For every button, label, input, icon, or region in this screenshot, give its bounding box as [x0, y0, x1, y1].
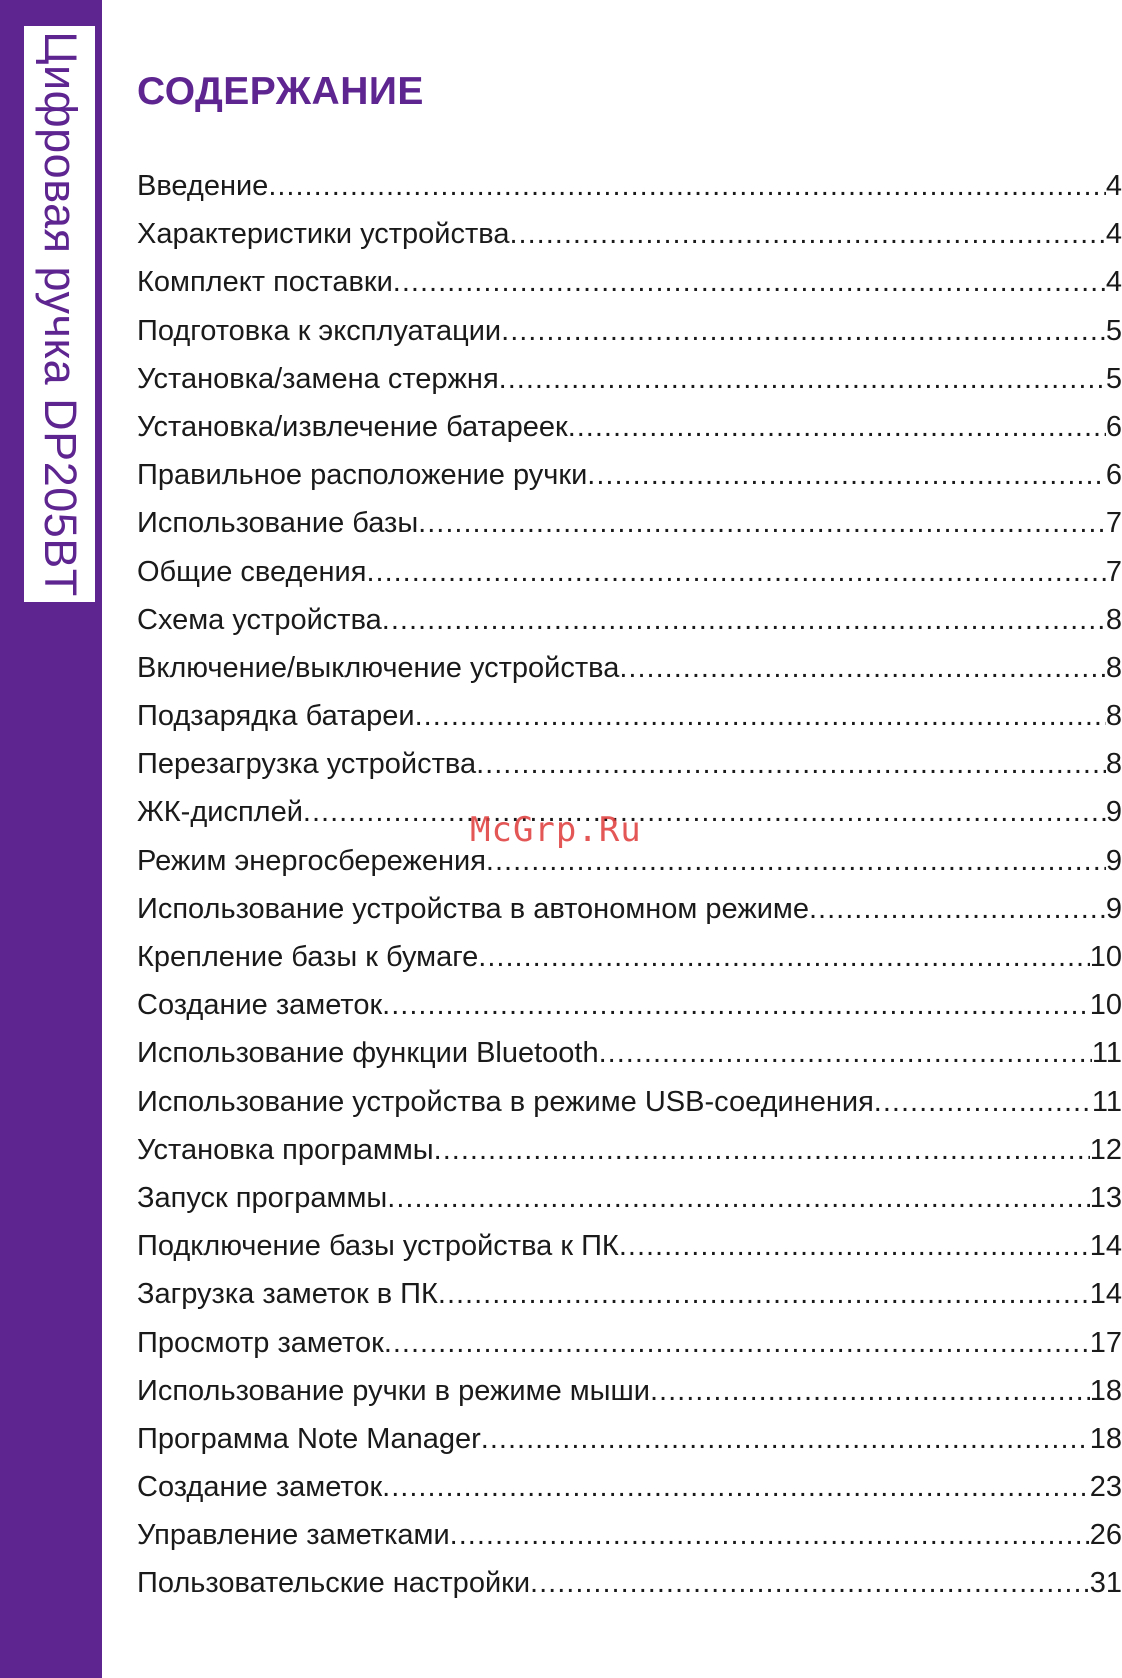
toc-entry-page-number: 14: [1089, 1278, 1122, 1311]
toc-entry-label: Общие сведения: [137, 555, 367, 588]
toc-dot-leader: [809, 885, 1106, 933]
toc-dot-leader: [438, 1270, 1090, 1318]
toc-entry-page-number: 9: [1105, 892, 1122, 925]
toc-entry-page-number: 11: [1091, 1037, 1122, 1070]
toc-entry-label: Включение/выключение устройства: [137, 651, 620, 684]
toc-entry[interactable]: [137, 355, 1122, 403]
toc-dot-leader: [268, 162, 1106, 210]
toc-entry[interactable]: [137, 692, 1122, 740]
toc-entry-label: Установка/извлечение батареек: [137, 410, 568, 443]
toc-entry-label: Использование функции Bluetooth: [137, 1037, 599, 1070]
toc-entry[interactable]: [137, 981, 1122, 1029]
toc-entry-label: Крепление базы к бумаге: [137, 941, 479, 973]
toc-dot-leader: [509, 210, 1105, 258]
toc-entry[interactable]: [137, 1367, 1122, 1415]
toc-entry-page-number: 10: [1089, 941, 1122, 973]
toc-entry-label: Перезагрузка устройства: [137, 748, 477, 781]
toc-entry-label: Создание заметок: [137, 989, 383, 1022]
toc-entry-label: ЖК-дисплей: [137, 796, 303, 829]
toc-entry[interactable]: [137, 1029, 1122, 1077]
toc-dot-leader: [382, 981, 1090, 1029]
toc-dot-leader: [387, 1174, 1089, 1222]
toc-entry[interactable]: [137, 210, 1122, 258]
toc-entry-page-number: 10: [1089, 989, 1122, 1022]
toc-entry-page-number: 23: [1089, 1471, 1122, 1504]
toc-dot-leader: [874, 1078, 1092, 1126]
toc-entry-label: Использование ручки в режиме мыши: [137, 1374, 650, 1407]
toc-entry-label: Программа Note Manager: [137, 1422, 481, 1455]
toc-entry[interactable]: [137, 307, 1122, 355]
toc-entry-page-number: 6: [1105, 459, 1122, 492]
toc-dot-leader: [481, 1415, 1090, 1463]
toc-dot-leader: [415, 692, 1106, 740]
toc-dot-leader: [450, 1511, 1090, 1559]
toc-entry[interactable]: [137, 933, 1122, 981]
toc-dot-leader: [568, 403, 1106, 451]
toc-entry-page-number: 6: [1105, 410, 1122, 443]
toc-entry[interactable]: [137, 1559, 1122, 1607]
toc-entry-page-number: 4: [1105, 170, 1122, 202]
toc-entry[interactable]: [137, 1415, 1122, 1463]
toc-entry-page-number: 17: [1089, 1326, 1122, 1359]
toc-entry[interactable]: [137, 403, 1122, 451]
toc-entry-label: Установка/замена стержня: [137, 362, 499, 395]
toc-entry-page-number: 13: [1089, 1181, 1122, 1214]
toc-entry-label: Подготовка к эксплуатации: [137, 314, 502, 347]
toc-entry[interactable]: [137, 644, 1122, 692]
toc-entry[interactable]: [137, 548, 1122, 596]
toc-entry-page-number: 8: [1105, 603, 1122, 636]
toc-dot-leader: [418, 499, 1106, 547]
toc-entry-page-number: 8: [1105, 651, 1122, 684]
toc-entry-page-number: 7: [1105, 555, 1122, 588]
toc-entry[interactable]: [137, 1270, 1122, 1318]
toc-entry-page-number: 9: [1105, 844, 1122, 877]
toc-dot-leader: [599, 1029, 1092, 1077]
toc-entry[interactable]: [137, 1511, 1122, 1559]
toc-dot-leader: [476, 740, 1106, 788]
toc-entry-label: Режим энергосбережения: [137, 844, 486, 877]
toc-dot-leader: [499, 355, 1106, 403]
toc-entry-label: Создание заметок: [137, 1471, 383, 1504]
toc-dot-leader: [303, 788, 1106, 836]
toc-entry-label: Пользовательские настройки: [137, 1567, 531, 1600]
toc-entry[interactable]: [137, 1463, 1122, 1511]
toc-dot-leader: [619, 644, 1105, 692]
toc-entry-page-number: 5: [1105, 314, 1122, 347]
toc-dot-leader: [384, 1319, 1090, 1367]
toc-dot-leader: [501, 307, 1106, 355]
toc-entry[interactable]: [137, 596, 1122, 644]
toc-entry-page-number: 8: [1105, 748, 1122, 781]
toc-entry-label: Установка программы: [137, 1133, 434, 1166]
toc-entry-label: Подзарядка батареи: [137, 700, 415, 733]
side-band: [0, 0, 102, 1678]
toc-entry-label: Загрузка заметок в ПК: [137, 1278, 438, 1311]
toc-entry[interactable]: [137, 740, 1122, 788]
toc-dot-leader: [434, 1126, 1090, 1174]
toc-entry-page-number: 11: [1091, 1085, 1122, 1118]
toc-entry-page-number: 12: [1089, 1133, 1122, 1166]
toc-entry[interactable]: [137, 1174, 1122, 1222]
toc-dot-leader: [382, 596, 1106, 644]
toc-entry-label: Характеристики устройства: [137, 218, 510, 251]
toc-entry-label: Управление заметками: [137, 1519, 450, 1552]
toc-entry-page-number: 4: [1105, 266, 1122, 299]
toc-dot-leader: [619, 1222, 1090, 1270]
toc-dot-leader: [587, 451, 1106, 499]
toc-entry-label: Использование устройства в режиме USB-соединения: [137, 1085, 874, 1118]
toc-dot-leader: [650, 1367, 1090, 1415]
toc-entry[interactable]: [137, 1319, 1122, 1367]
toc-entry[interactable]: [137, 1222, 1122, 1270]
toc-entry-label: Использование устройства в автономном режиме: [137, 892, 809, 925]
toc-dot-leader: [382, 1463, 1090, 1511]
toc-entry-page-number: 4: [1105, 218, 1122, 251]
toc-dot-leader: [366, 548, 1105, 596]
toc-entry-page-number: 14: [1089, 1230, 1122, 1263]
toc-entry[interactable]: [137, 258, 1122, 306]
product-title-vertical: Цифровая ручка DP205BT: [34, 31, 86, 597]
toc-entry-page-number: 9: [1105, 796, 1122, 829]
toc-entry-page-number: 7: [1105, 507, 1122, 540]
toc-entry[interactable]: [137, 499, 1122, 547]
toc-entry-page-number: 26: [1089, 1519, 1122, 1552]
toc-entry-page-number: 5: [1105, 362, 1122, 395]
toc-entry-label: Просмотр заметок: [137, 1326, 384, 1359]
side-label-box: [24, 26, 95, 602]
toc-dot-leader: [478, 933, 1089, 981]
toc-entry[interactable]: [137, 885, 1122, 933]
toc-entry-label: Подключение базы устройства к ПК: [137, 1230, 619, 1263]
toc-entry[interactable]: [137, 162, 1122, 210]
toc-entry[interactable]: [137, 1126, 1122, 1174]
watermark: McGrp.Ru: [470, 810, 642, 850]
toc-entry-label: Запуск программы: [137, 1181, 388, 1214]
toc-entry-label: Правильное расположение ручки: [137, 459, 588, 492]
toc-entry-label: Использование базы: [137, 507, 419, 540]
toc-entry-page-number: 31: [1089, 1567, 1122, 1600]
toc-entry[interactable]: [137, 1078, 1122, 1126]
toc-entry-page-number: 18: [1089, 1422, 1122, 1455]
toc-dot-leader: [530, 1559, 1090, 1607]
toc-dot-leader: [393, 258, 1106, 306]
toc-entry-page-number: 8: [1105, 700, 1122, 733]
toc-entry-label: Схема устройства: [137, 603, 382, 636]
table-of-contents: [137, 162, 1122, 1608]
toc-entry-label: Комплект поставки: [137, 266, 393, 299]
page-title: СОДЕРЖАНИЕ: [137, 70, 424, 113]
toc-entry-label: Введение: [137, 170, 269, 202]
toc-entry[interactable]: [137, 451, 1122, 499]
toc-entry-page-number: 18: [1089, 1374, 1122, 1407]
